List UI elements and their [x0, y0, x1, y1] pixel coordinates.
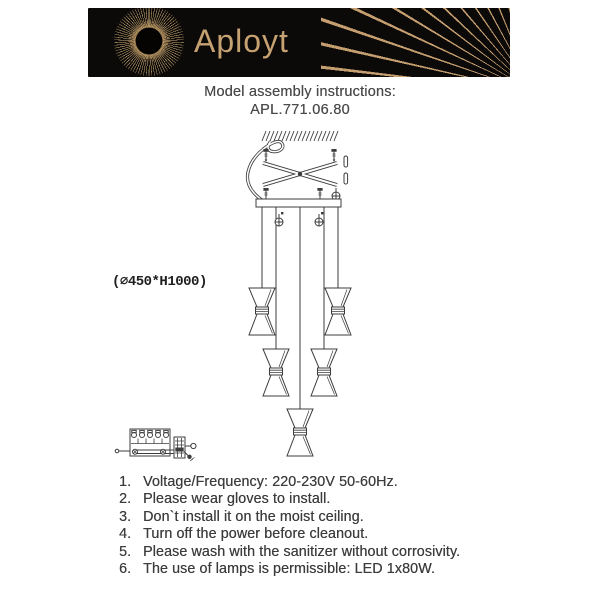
adjuster-screw-icon	[315, 214, 323, 226]
mounting-bolt-icon	[263, 149, 268, 162]
pin-icon	[344, 173, 348, 184]
instruction-item	[119, 491, 559, 508]
pendant-shade	[311, 347, 337, 396]
dimension-label: (⌀450*H1000)	[112, 274, 207, 290]
canopy-plate	[256, 199, 341, 207]
item-number: 2.	[119, 491, 131, 508]
adjuster-screw-icon	[332, 188, 340, 200]
item-text: Turn off the power before cleanout.	[143, 526, 369, 543]
item-text: Please wear gloves to install.	[143, 491, 331, 508]
item-number: 3.	[119, 508, 131, 525]
dot-marker	[321, 212, 323, 214]
pin-icon	[344, 156, 348, 167]
pendant-shade	[263, 347, 289, 396]
item-number: 6.	[119, 561, 131, 578]
starburst-core	[136, 28, 163, 55]
brand-banner	[88, 8, 510, 77]
header	[0, 84, 600, 118]
item-number: 4.	[119, 526, 131, 543]
item-text: Please wash with the sanitizer without corrosivity.	[143, 543, 461, 560]
rays-decoration-icon	[321, 8, 510, 77]
item-text: The use of lamps is permissible: LED 1x80W.	[143, 561, 435, 578]
pendant-shade	[249, 286, 275, 335]
page-title: Model assembly instructions:	[204, 84, 396, 100]
item-number: 5.	[119, 543, 131, 560]
instruction-item	[119, 561, 559, 578]
connector-component	[174, 437, 185, 458]
item-text: Don`t install it on the moist ceiling.	[143, 508, 364, 525]
starburst-logo-icon	[114, 8, 184, 76]
instruction-item	[119, 526, 559, 543]
ceiling-hatch	[262, 131, 338, 141]
live-terminal	[191, 443, 196, 448]
model-number: APL.771.06.80	[250, 102, 350, 118]
instruction-item	[119, 544, 559, 561]
ground-terminal	[187, 455, 191, 459]
wiring-diagram	[112, 418, 207, 463]
lamp-assembly-diagram	[240, 125, 410, 485]
item-text: Voltage/Frequency: 220-230V 50-60Hz.	[143, 474, 398, 490]
instructions-list	[119, 474, 559, 578]
instruction-item	[119, 474, 559, 491]
pendant-shade	[287, 407, 313, 456]
item-number: 1.	[119, 474, 131, 490]
brand-name: Aployt	[194, 23, 289, 59]
pendant-shade	[325, 286, 351, 335]
mounting-bolt-icon	[331, 149, 336, 162]
input-terminal	[115, 449, 119, 453]
instruction-item	[119, 509, 559, 526]
cross-mounting-bracket	[263, 163, 337, 185]
dot-marker	[281, 212, 283, 214]
